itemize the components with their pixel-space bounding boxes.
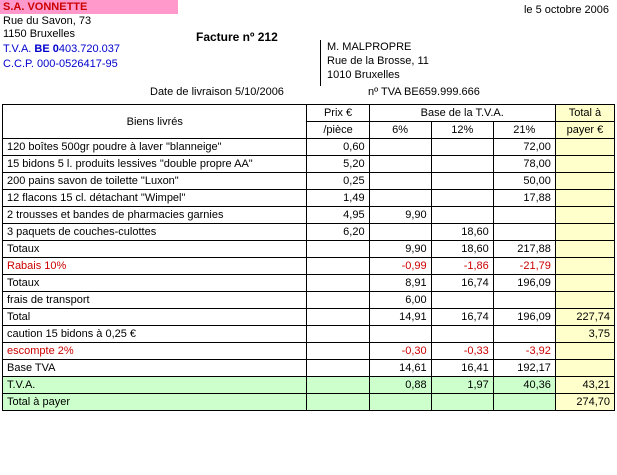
summary-price: [307, 241, 369, 258]
summary-base-21: [493, 394, 555, 411]
company-ccp-number: C.C.P. 000-0526417-95: [3, 58, 118, 70]
summary-label: Total: [3, 309, 307, 326]
summary-row: [3, 343, 615, 360]
summary-base-21: 40,36: [493, 377, 555, 394]
summary-total: 3,75: [555, 326, 614, 343]
summary-base-21: [493, 326, 555, 343]
summary-total: [555, 258, 614, 275]
cell-base-6: [369, 224, 431, 241]
delivery-date: Date de livraison 5/10/2006: [150, 86, 284, 98]
summary-price: [307, 394, 369, 411]
summary-base-12: -1,86: [431, 258, 493, 275]
company-address-line-1: Rue du Savon, 73: [3, 15, 92, 27]
summary-base-21: 196,09: [493, 309, 555, 326]
summary-base-6: 14,91: [369, 309, 431, 326]
cell-description: 12 flacons 15 cl. détachant "Wimpel": [3, 190, 307, 207]
cell-total: [555, 156, 614, 173]
summary-label: T.V.A.: [3, 377, 307, 394]
summary-base-12: [431, 326, 493, 343]
summary-base-12: [431, 394, 493, 411]
summary-total: [555, 275, 614, 292]
company-tva-number: [0, 43, 120, 55]
invoice-table-body: [3, 139, 615, 411]
header-rate-21: 21%: [493, 122, 555, 139]
cell-base-12: [431, 156, 493, 173]
header-total-line-1: Total à: [555, 105, 614, 122]
cell-base-12: 18,60: [431, 224, 493, 241]
summary-row: [3, 258, 615, 275]
cell-base-21: 50,00: [493, 173, 555, 190]
cell-unit-price: 5,20: [307, 156, 369, 173]
invoice-title: Facture nº 212: [196, 30, 278, 44]
summary-total: 43,21: [555, 377, 614, 394]
summary-base-6: 9,90: [369, 241, 431, 258]
cell-base-6: 9,90: [369, 207, 431, 224]
summary-base-21: [493, 292, 555, 309]
cell-description: 3 paquets de couches-culottes: [3, 224, 307, 241]
table-row: [3, 173, 615, 190]
summary-base-12: 16,74: [431, 275, 493, 292]
summary-row: [3, 377, 615, 394]
summary-base-21: -3,92: [493, 343, 555, 360]
summary-label: frais de transport: [3, 292, 307, 309]
summary-row: [3, 309, 615, 326]
table-row: [3, 139, 615, 156]
cell-description: 15 bidons 5 l. produits lessives "double propre AA": [3, 156, 307, 173]
cell-description: 120 boîtes 500gr poudre à laver "blanneige": [3, 139, 307, 156]
summary-row: [3, 275, 615, 292]
header-description: Biens livrés: [3, 105, 307, 139]
summary-base-12: -0,33: [431, 343, 493, 360]
summary-price: [307, 326, 369, 343]
summary-total: 227,74: [555, 309, 614, 326]
summary-base-21: -21,79: [493, 258, 555, 275]
summary-base-6: -0,99: [369, 258, 431, 275]
summary-label: caution 15 bidons à 0,25 €: [3, 326, 307, 343]
table-row: [3, 207, 615, 224]
cell-unit-price: 6,20: [307, 224, 369, 241]
cell-unit-price: 0,25: [307, 173, 369, 190]
company-name: S.A. VONNETTE: [0, 0, 178, 14]
summary-label: Base TVA: [3, 360, 307, 377]
cell-base-6: [369, 190, 431, 207]
summary-total: 274,70: [555, 394, 614, 411]
summary-base-12: 18,60: [431, 241, 493, 258]
table-row: [3, 156, 615, 173]
summary-price: [307, 360, 369, 377]
summary-base-6: [369, 394, 431, 411]
summary-total: [555, 292, 614, 309]
table-row: [3, 190, 615, 207]
invoice-header: [0, 0, 617, 104]
client-address-block: [320, 40, 429, 86]
cell-base-21: [493, 224, 555, 241]
cell-base-12: [431, 190, 493, 207]
summary-row: [3, 292, 615, 309]
header-price-line-2: /pièce: [307, 122, 369, 139]
header-rate-6: 6%: [369, 122, 431, 139]
invoice-table-head: [3, 105, 615, 139]
summary-price: [307, 343, 369, 360]
client-name: M. MALPROPRE: [327, 41, 412, 53]
cell-description: 200 pains savon de toilette "Luxon": [3, 173, 307, 190]
summary-base-6: 6,00: [369, 292, 431, 309]
cell-unit-price: 0,60: [307, 139, 369, 156]
summary-total: [555, 360, 614, 377]
summary-row: [3, 394, 615, 411]
header-rate-12: 12%: [431, 122, 493, 139]
cell-base-6: [369, 156, 431, 173]
table-row: [3, 224, 615, 241]
summary-total: [555, 241, 614, 258]
summary-base-6: 14,61: [369, 360, 431, 377]
cell-total: [555, 224, 614, 241]
cell-unit-price: 1,49: [307, 190, 369, 207]
summary-base-6: 8,91: [369, 275, 431, 292]
invoice-date: le 5 octobre 2006: [523, 4, 609, 16]
summary-row: [3, 241, 615, 258]
summary-price: [307, 292, 369, 309]
tva-label: T.V.A.: [3, 43, 35, 55]
cell-base-21: [493, 207, 555, 224]
summary-row: [3, 360, 615, 377]
header-price-line-1: Prix €: [307, 105, 369, 122]
cell-total: [555, 207, 614, 224]
summary-label: escompte 2%: [3, 343, 307, 360]
cell-unit-price: 4,95: [307, 207, 369, 224]
summary-price: [307, 258, 369, 275]
summary-label: Rabais 10%: [3, 258, 307, 275]
summary-label: Totaux: [3, 241, 307, 258]
cell-base-12: [431, 173, 493, 190]
cell-base-21: 72,00: [493, 139, 555, 156]
summary-base-21: 196,09: [493, 275, 555, 292]
invoice-table: [2, 104, 615, 411]
summary-base-12: 1,97: [431, 377, 493, 394]
cell-description: 2 trousses et bandes de pharmacies garnies: [3, 207, 307, 224]
summary-base-12: [431, 292, 493, 309]
summary-base-6: -0,30: [369, 343, 431, 360]
cell-base-21: 17,88: [493, 190, 555, 207]
summary-label: Totaux: [3, 275, 307, 292]
summary-base-12: 16,74: [431, 309, 493, 326]
company-address-line-2: 1150 Bruxelles: [3, 28, 75, 40]
summary-price: [307, 275, 369, 292]
cell-base-21: 78,00: [493, 156, 555, 173]
header-total-line-2: payer €: [555, 122, 614, 139]
cell-base-12: [431, 139, 493, 156]
summary-total: [555, 343, 614, 360]
cell-base-12: [431, 207, 493, 224]
client-tva-number: nº TVA BE659.999.666: [368, 86, 480, 98]
table-header-row-1: [3, 105, 615, 122]
summary-base-12: 16,41: [431, 360, 493, 377]
summary-price: [307, 377, 369, 394]
tva-be-prefix: BE 0: [34, 43, 59, 55]
summary-row: [3, 326, 615, 343]
summary-base-6: 0,88: [369, 377, 431, 394]
cell-base-6: [369, 173, 431, 190]
summary-base-21: 192,17: [493, 360, 555, 377]
client-address-line-2: 1010 Bruxelles: [327, 69, 400, 81]
header-tva-base: Base de la T.V.A.: [369, 105, 555, 122]
summary-label: Total à payer: [3, 394, 307, 411]
cell-total: [555, 190, 614, 207]
client-address-line-1: Rue de la Brosse, 11: [327, 55, 429, 67]
summary-price: [307, 309, 369, 326]
summary-base-6: [369, 326, 431, 343]
summary-base-21: 217,88: [493, 241, 555, 258]
cell-total: [555, 173, 614, 190]
cell-total: [555, 139, 614, 156]
tva-digits: 403.720.037: [58, 43, 121, 55]
cell-base-6: [369, 139, 431, 156]
